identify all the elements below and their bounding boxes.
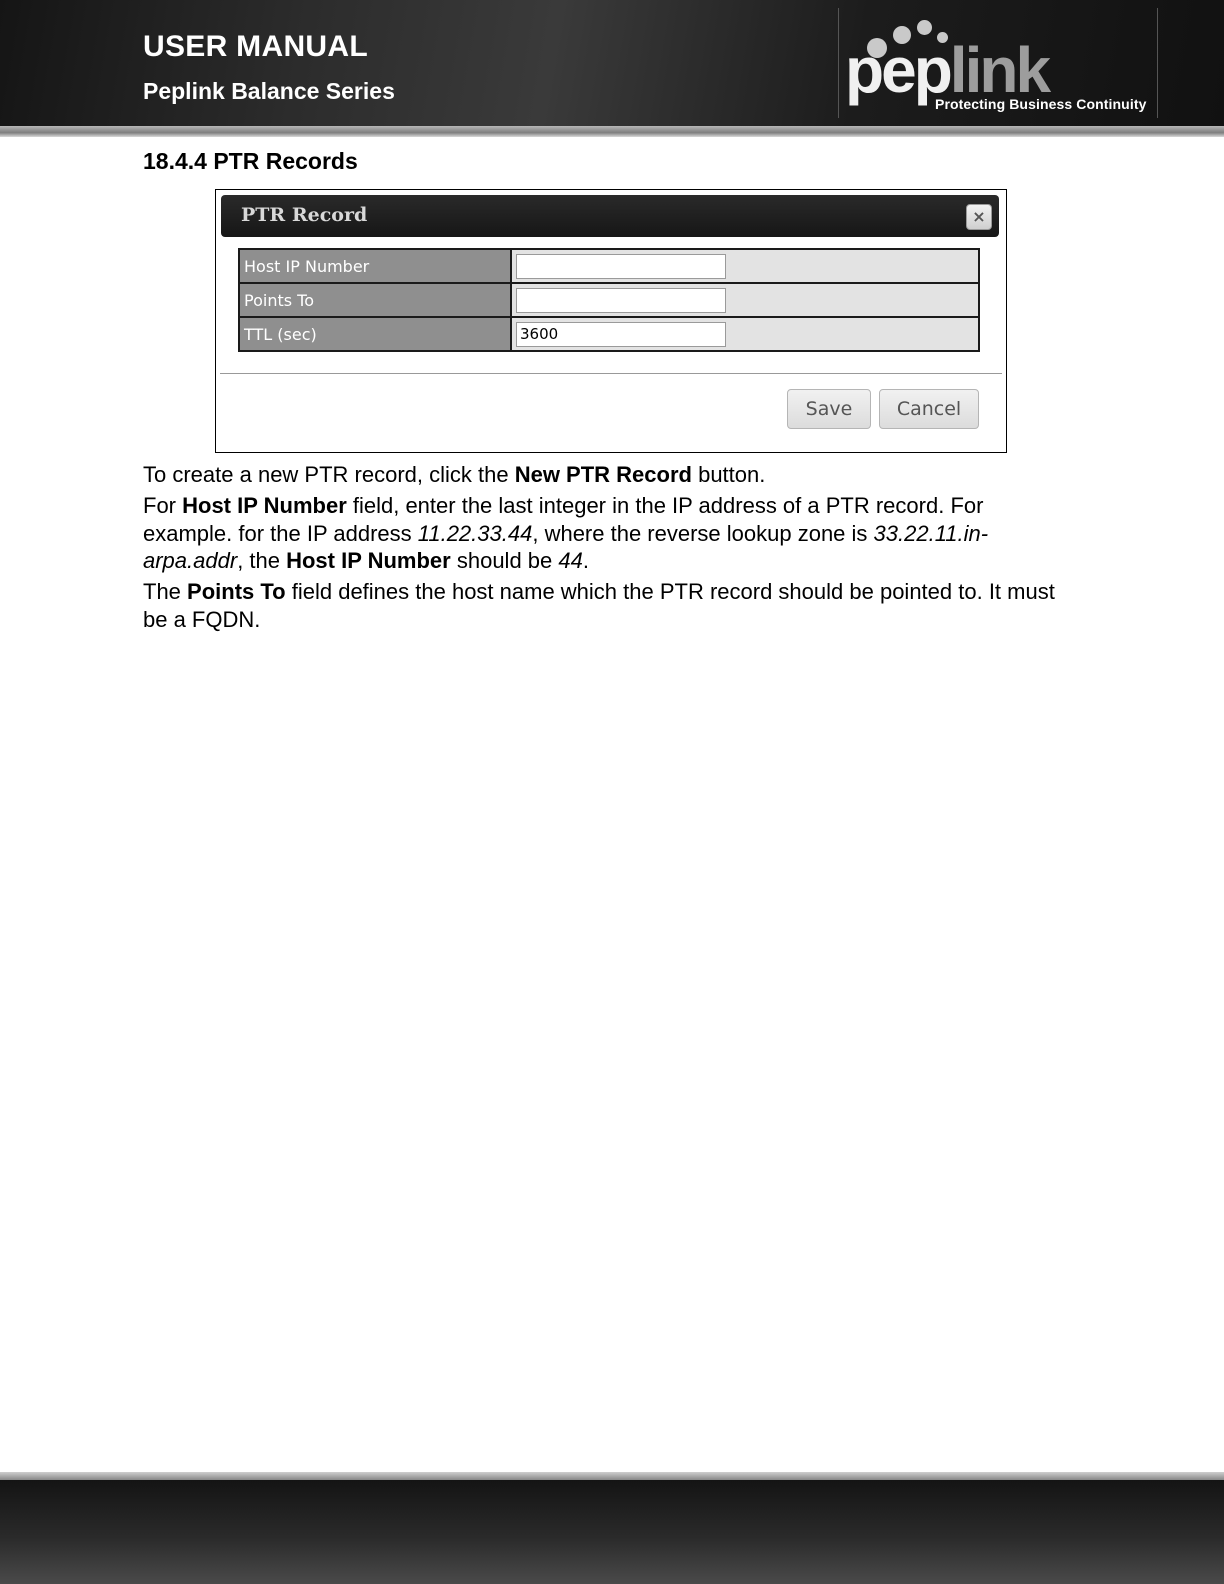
footer-divider [0, 1472, 1224, 1480]
logo-word-link: link [949, 34, 1049, 106]
paragraph-points-to: The Points To field defines the host name which the PTR record should be pointed to. It must be a FQDN. [143, 579, 1055, 632]
header-divider [0, 126, 1224, 137]
paragraph-host-ip: For Host IP Number field, enter the last integer in the IP address of a PTR record. For example. for the IP address 11.22.33.44, where the reverse lookup zone is 33.22.11.in-arpa.addr, the Host IP Number should be 44. [143, 493, 989, 573]
form-row-points-to [239, 283, 979, 317]
page-footer [0, 1480, 1224, 1584]
form-row-host-ip [239, 249, 979, 283]
host-ip-label: Host IP Number [239, 249, 511, 283]
ttl-input[interactable] [516, 322, 726, 347]
ptr-record-form [238, 248, 980, 352]
term-host-ip-number: Host IP Number [182, 493, 347, 518]
term-points-to: Points To [187, 579, 286, 604]
points-to-input[interactable] [516, 288, 726, 313]
host-ip-input[interactable] [516, 254, 726, 279]
ttl-label: TTL (sec) [239, 317, 511, 351]
manual-title: USER MANUAL [143, 30, 368, 63]
dialog-title: PTR Record [241, 204, 368, 226]
paragraph-new-ptr: To create a new PTR record, click the New PTR Record button. [143, 462, 766, 487]
example-zone: 33.22.11.in-arpa.addr [143, 520, 989, 573]
save-button[interactable]: Save [787, 389, 871, 429]
points-to-label: Points To [239, 283, 511, 317]
form-row-ttl [239, 317, 979, 351]
dialog-titlebar [221, 195, 999, 237]
logo-word-pep: pep [845, 34, 950, 106]
close-icon[interactable]: × [966, 204, 992, 230]
ptr-record-dialog [215, 189, 1007, 453]
dialog-divider [220, 373, 1002, 374]
peplink-logo [838, 8, 1158, 118]
term-new-ptr-record: New PTR Record [514, 462, 692, 487]
page-header [0, 0, 1224, 126]
term-host-ip-number-2: Host IP Number [286, 548, 451, 573]
section-heading: 18.4.4 PTR Records [143, 148, 358, 174]
manual-subtitle: Peplink Balance Series [143, 78, 395, 104]
cancel-button[interactable]: Cancel [879, 389, 979, 429]
example-ip: 11.22.33.44 [417, 520, 533, 546]
logo-tagline: Protecting Business Continuity [935, 96, 1147, 112]
logo-wordmark [845, 34, 1049, 106]
example-value: 44 [558, 548, 583, 573]
